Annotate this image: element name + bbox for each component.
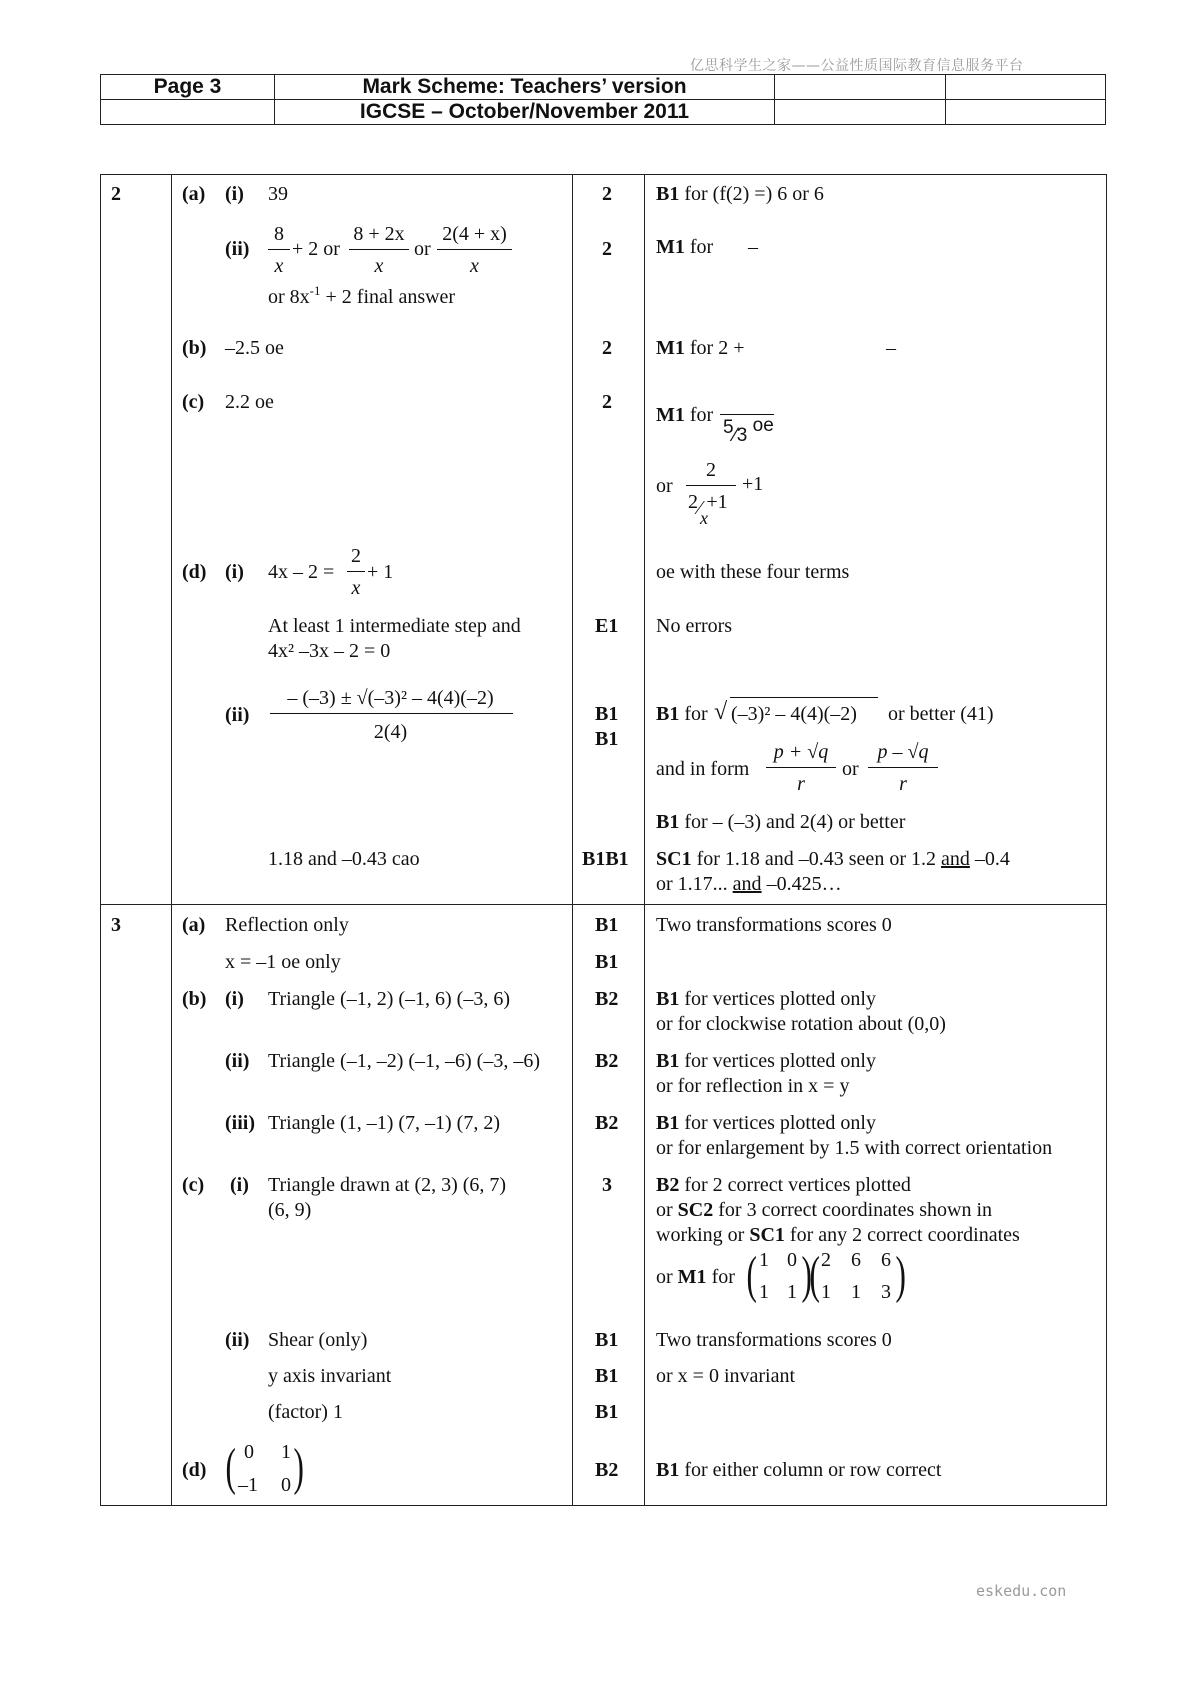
guidance-code: B2 <box>656 1174 680 1196</box>
guidance: or for reflection in x = y <box>656 1075 850 1097</box>
fraction-bar <box>868 767 938 768</box>
mark: B2 <box>595 1112 619 1134</box>
answer: 4x² –3x – 2 = 0 <box>268 640 391 662</box>
answer-part: or 8x <box>268 286 310 308</box>
guidance-text: –0.425… <box>766 873 842 895</box>
matrix-left-paren: ( <box>809 1247 820 1304</box>
guidance-text: for any 2 correct coordinates <box>789 1224 1020 1246</box>
subpart-label: (i) <box>225 183 244 205</box>
numeral: 5 <box>723 417 734 438</box>
guidance-text: for either column or row correct <box>684 1459 942 1481</box>
fraction-numerator: 2 <box>706 459 716 481</box>
subpart-label: (ii) <box>225 1329 250 1351</box>
answer: (factor) 1 <box>268 1401 343 1423</box>
fraction-denominator: x <box>351 577 361 599</box>
guidance-code: SC1 <box>656 848 692 870</box>
fraction-bar <box>270 713 513 714</box>
fraction-numerator: p – √q <box>877 741 929 763</box>
sqrt-sign: √ <box>714 699 728 725</box>
answer: y axis invariant <box>268 1365 392 1387</box>
guidance-text: for 2 correct vertices plotted <box>684 1174 911 1196</box>
guidance <box>656 235 713 259</box>
fraction-numerator: 2(4 + x) <box>442 223 507 245</box>
guidance-or: or <box>842 758 859 780</box>
guidance-text: for 1.18 and –0.43 seen or 1.2 <box>696 848 936 870</box>
guidance <box>656 1049 876 1073</box>
matrix-right-paren: ) <box>293 1439 304 1496</box>
mark: B1 <box>595 1365 619 1387</box>
guidance <box>656 1223 1020 1247</box>
matrix-cell: 3 <box>881 1281 891 1303</box>
guidance-dash: – <box>748 236 758 258</box>
guidance <box>656 1265 735 1289</box>
col-divider-2 <box>572 174 573 1506</box>
plus-one: +1 <box>742 473 764 495</box>
guidance-text: for (f(2) =) 6 or 6 <box>684 183 824 205</box>
matrix-cell: 1 <box>821 1281 831 1303</box>
matrix-cell: 0 <box>281 1474 291 1496</box>
mark: B2 <box>595 1050 619 1072</box>
answer: 1.18 and –0.43 cao <box>268 848 420 870</box>
fraction-bar <box>766 767 836 768</box>
sqrt-bar <box>730 697 878 698</box>
answer-text: + 2 or <box>292 238 340 260</box>
guidance: Two transformations scores 0 <box>656 1329 892 1351</box>
part-label: (b) <box>182 337 207 359</box>
guidance <box>656 847 1010 871</box>
mark: B1 <box>595 914 619 936</box>
header-blank-5 <box>946 100 1106 125</box>
part-label: (d) <box>182 1459 207 1481</box>
mark: 3 <box>602 1174 612 1196</box>
guidance: Two transformations scores 0 <box>656 914 892 936</box>
answer: Triangle drawn at (2, 3) (6, 7) <box>268 1174 507 1196</box>
guidance <box>656 403 713 427</box>
guidance <box>656 1173 911 1197</box>
matrix-cell: 1 <box>787 1281 797 1303</box>
mark: 2 <box>602 183 612 205</box>
fraction-denominator: r <box>797 773 805 795</box>
header-blank-3 <box>101 100 275 125</box>
answer: x = –1 oe only <box>225 951 341 973</box>
header-title: Mark Scheme: Teachers’ version <box>275 75 775 100</box>
variable-x: x <box>700 508 708 528</box>
guidance-code: B1 <box>656 1050 680 1072</box>
guidance <box>656 336 745 360</box>
fraction-bar <box>437 249 512 250</box>
subpart-label: (ii) <box>225 704 250 726</box>
mark-scheme-table <box>100 174 1107 1506</box>
col-divider-1 <box>171 174 172 1506</box>
equation-right: + 1 <box>367 561 394 583</box>
fraction-bar <box>349 249 409 250</box>
part-label: (a) <box>182 183 206 205</box>
answer: At least 1 intermediate step and <box>268 615 521 637</box>
numeral: 3 <box>736 425 748 446</box>
matrix-cell: 0 <box>244 1441 254 1463</box>
header-subtitle: IGCSE – October/November 2011 <box>275 100 775 125</box>
matrix-cell: 6 <box>881 1249 891 1271</box>
guidance-text: for vertices plotted only <box>684 1112 876 1134</box>
subpart-label: (iii) <box>225 1112 255 1134</box>
guidance-text: for vertices plotted only <box>684 1050 876 1072</box>
header-table <box>100 74 1106 125</box>
matrix-cell: 1 <box>851 1281 861 1303</box>
mark: 2 <box>602 238 612 260</box>
answer: Triangle (1, –1) (7, –1) (7, 2) <box>268 1112 501 1134</box>
guidance-code: SC2 <box>677 1199 714 1221</box>
mark: B1 <box>595 728 619 750</box>
matrix-left-paren: ( <box>746 1247 757 1304</box>
matrix-cell: 1 <box>759 1249 769 1271</box>
matrix-cell: 1 <box>759 1281 769 1303</box>
guidance <box>656 872 842 896</box>
guidance-code: B1 <box>656 703 680 725</box>
fraction-bar <box>347 571 365 572</box>
guidance-code: M1 <box>656 404 685 426</box>
guidance-text: –0.4 <box>974 848 1010 870</box>
row-divider-q3 <box>100 904 1107 905</box>
header-blank-2 <box>946 75 1106 100</box>
guidance-text: for 3 correct coordinates shown in <box>718 1199 993 1221</box>
matrix-cell: 6 <box>851 1249 861 1271</box>
guidance <box>656 987 876 1011</box>
answer: Triangle (–1, 2) (–1, 6) (–3, 6) <box>268 988 511 1010</box>
matrix-cell: –1 <box>238 1474 258 1496</box>
guidance-text: or <box>656 1266 673 1288</box>
guidance-text: for <box>689 404 714 426</box>
guidance-or: or <box>656 475 673 497</box>
guidance-code: M1 <box>656 236 685 258</box>
matrix-right-paren: ) <box>801 1247 812 1304</box>
subpart-label: (ii) <box>225 238 250 260</box>
fraction-bar <box>268 249 290 250</box>
watermark-bottom: eskedu.con <box>976 1582 1067 1600</box>
fraction-denominator: x <box>374 255 384 277</box>
guidance-text: for vertices plotted only <box>684 988 876 1010</box>
guidance-text: for <box>689 236 714 258</box>
guidance: No errors <box>656 615 733 637</box>
fraction-numerator: p + √q <box>773 741 829 763</box>
answer: Reflection only <box>225 914 349 936</box>
answer: Triangle (–1, –2) (–1, –6) (–3, –6) <box>268 1050 541 1072</box>
fraction-denominator: r <box>899 773 907 795</box>
page-number: Page 3 <box>101 75 275 100</box>
answer: 2.2 oe <box>225 391 274 413</box>
guidance-code: B1 <box>656 1459 680 1481</box>
mark: 2 <box>602 337 612 359</box>
mark: B1 <box>595 703 619 725</box>
plus-one: +1 <box>706 491 728 513</box>
part-label: (d) <box>182 561 207 583</box>
question-number: 2 <box>111 183 121 205</box>
mark: B1 <box>595 951 619 973</box>
fraction-numerator: 8 + 2x <box>353 223 405 245</box>
part-label: (a) <box>182 914 206 936</box>
answer: Shear (only) <box>268 1329 368 1351</box>
header-blank-1 <box>775 75 946 100</box>
mark: B2 <box>595 1459 619 1481</box>
guidance <box>656 702 708 726</box>
guidance-text: or better (41) <box>888 703 994 725</box>
guidance-text: working or <box>656 1224 745 1246</box>
question-number: 3 <box>111 914 121 936</box>
guidance <box>656 1111 876 1135</box>
matrix-cell: 0 <box>787 1249 797 1271</box>
guidance-code: B1 <box>656 183 680 205</box>
fraction-bar <box>686 485 736 486</box>
nested-fraction: 2⁄ +1 <box>688 491 728 519</box>
subpart-label: (i) <box>225 561 244 583</box>
guidance-and: and <box>940 848 970 870</box>
answer-text: or <box>414 238 431 260</box>
subpart-label: (ii) <box>225 1050 250 1072</box>
guidance-code: B1 <box>656 988 680 1010</box>
part-label: (c) <box>182 1174 205 1196</box>
part-label: (c) <box>182 391 205 413</box>
guidance-text: for 2 + <box>689 337 745 359</box>
quadratic-denominator: 2(4) <box>373 721 408 743</box>
guidance-text: for <box>711 1266 735 1288</box>
guidance-text: and in form <box>656 758 750 780</box>
col-divider-3 <box>644 174 645 1506</box>
matrix-right-paren: ) <box>895 1247 906 1304</box>
guidance-text: or <box>656 1199 673 1221</box>
answer: (6, 9) <box>268 1199 312 1221</box>
guidance: or for clockwise rotation about (0,0) <box>656 1013 946 1035</box>
guidance-text: for <box>684 703 708 725</box>
answer <box>268 279 455 309</box>
guidance <box>656 1198 992 1222</box>
fraction-numerator: 8 <box>274 223 284 245</box>
fraction-denominator: x <box>470 255 479 277</box>
fraction-denominator: x <box>274 255 284 277</box>
mark: B1 <box>595 1329 619 1351</box>
guidance <box>656 182 824 206</box>
slashed-fraction: 5⁄3 oe <box>723 415 774 446</box>
mark: B1 <box>595 1401 619 1423</box>
guidance-code: SC1 <box>749 1224 785 1246</box>
mark: 2 <box>602 391 612 413</box>
guidance-dash: – <box>886 337 896 359</box>
answer: –2.5 oe <box>225 337 284 359</box>
mark: B2 <box>595 988 619 1010</box>
guidance: or x = 0 invariant <box>656 1365 796 1387</box>
subpart-label: (i) <box>230 1174 249 1196</box>
matrix-cell: 2 <box>821 1249 831 1271</box>
guidance-code: M1 <box>656 337 685 359</box>
matrix-cell: 1 <box>281 1441 291 1463</box>
mark: B1B1 <box>582 848 629 870</box>
oe-label: oe <box>752 415 774 436</box>
guidance: or for enlargement by 1.5 with correct orientation <box>656 1137 1053 1159</box>
guidance-code: B1 <box>656 811 680 833</box>
guidance-code: M1 <box>677 1266 707 1288</box>
fraction-numerator: 2 <box>351 545 361 567</box>
guidance <box>656 810 905 834</box>
subpart-label: (i) <box>225 988 244 1010</box>
header-blank-4 <box>775 100 946 125</box>
guidance-code: B1 <box>656 1112 680 1134</box>
guidance-text: or 1.17... <box>656 873 728 895</box>
matrix-left-paren: ( <box>225 1439 236 1496</box>
sqrt-content: (–3)² – 4(4)(–2) <box>731 703 857 725</box>
answer-superscript: -1 <box>309 283 321 298</box>
mark: E1 <box>595 615 619 637</box>
guidance: oe with these four terms <box>656 561 850 583</box>
guidance-text: for – (–3) and 2(4) or better <box>684 811 906 833</box>
guidance <box>656 1458 941 1482</box>
answer: 39 <box>268 183 288 205</box>
numeral: 2 <box>688 491 698 513</box>
guidance-and: and <box>732 873 762 895</box>
answer-part: + 2 final answer <box>320 286 456 308</box>
part-label: (b) <box>182 988 207 1010</box>
watermark-top: 亿思科学生之家——公益性质国际教育信息服务平台 <box>690 58 1024 74</box>
equation-left: 4x – 2 = <box>268 561 335 583</box>
quadratic-numerator: – (–3) ± √(–3)² – 4(4)(–2) <box>287 687 494 709</box>
